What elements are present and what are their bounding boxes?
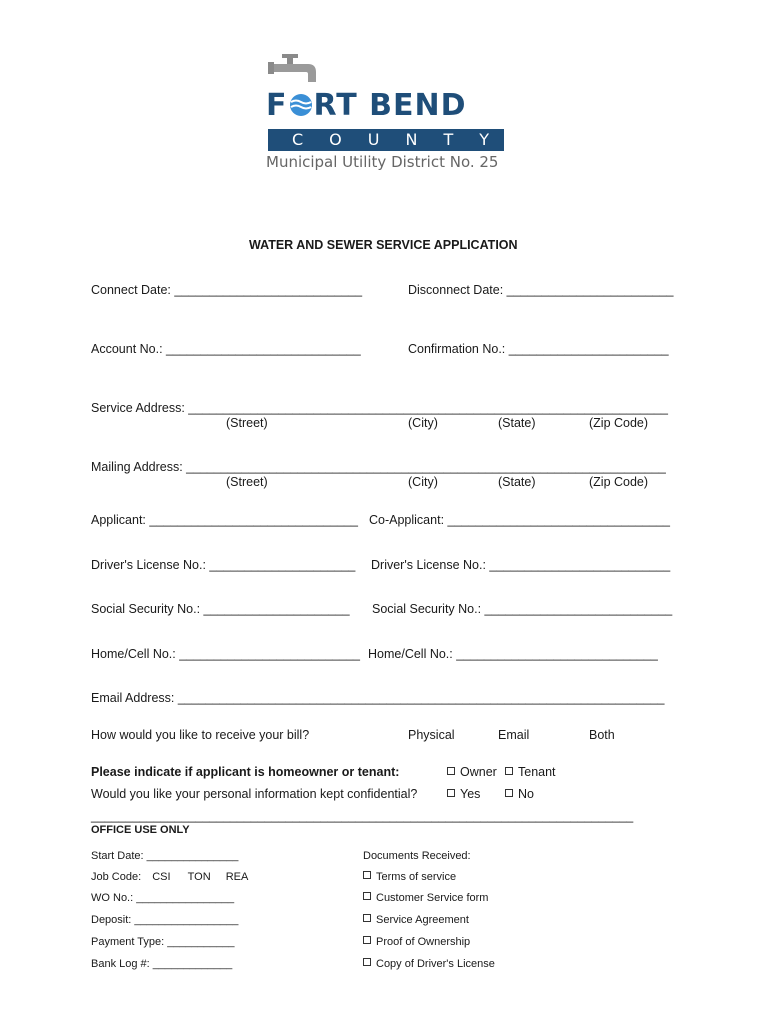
co-applicant-field[interactable]: Co-Applicant: ________________________________ — [369, 513, 670, 527]
start-date-field[interactable]: Start Date: _______________ — [91, 850, 239, 862]
checkbox-icon — [363, 958, 371, 966]
district-logo — [266, 52, 515, 177]
bill-email-option[interactable]: Email — [498, 728, 530, 742]
tenant-checkbox[interactable]: Tenant — [505, 765, 556, 779]
bill-question: How would you like to receive your bill? — [91, 728, 310, 742]
checkbox-icon — [447, 789, 455, 797]
logo-wordmark: F RT BEND — [266, 88, 467, 123]
account-no-field[interactable]: Account No.: ____________________________ — [91, 342, 361, 356]
owner-checkbox[interactable]: Owner — [447, 765, 497, 779]
checkbox-icon — [505, 789, 513, 797]
job-code-rea[interactable]: REA — [225, 871, 249, 883]
wo-no-field[interactable]: WO No.: ________________ — [91, 892, 235, 904]
checkbox-icon — [363, 892, 371, 900]
drivers-license-field-2[interactable]: Driver's License No.: __________________________ — [371, 558, 671, 572]
mailing-state-label: (State) — [498, 475, 536, 489]
disconnect-date-field[interactable]: Disconnect Date: ________________________ — [408, 283, 674, 297]
bill-both-option[interactable]: Both — [589, 728, 615, 742]
logo-county-band: COUNTY — [268, 129, 504, 151]
checkbox-icon — [363, 936, 371, 944]
bill-physical-option[interactable]: Physical — [408, 728, 455, 742]
yes-checkbox[interactable]: Yes — [447, 787, 480, 801]
service-address-field[interactable]: Service Address: _____________________________________________________________________ — [91, 401, 668, 415]
mailing-city-label: (City) — [408, 475, 438, 489]
faucet-icon — [268, 52, 318, 90]
service-city-label: (City) — [408, 416, 438, 430]
service-state-label: (State) — [498, 416, 536, 430]
job-code-row — [91, 871, 248, 883]
job-code-ton[interactable]: TON — [187, 871, 211, 883]
logo-subtitle: Municipal Utility District No. 25 — [266, 153, 499, 171]
water-drop-o-icon — [289, 92, 313, 118]
mailing-address-field[interactable]: Mailing Address: _____________________________________________________________________ — [91, 460, 666, 474]
applicant-field[interactable]: Applicant: ______________________________ — [91, 513, 358, 527]
phone-field-2[interactable]: Home/Cell No.: _____________________________ — [368, 647, 658, 661]
doc-agreement-checkbox[interactable]: Service Agreement — [363, 914, 469, 926]
job-code-label: Job Code: — [91, 871, 142, 883]
email-field[interactable]: Email Address: ______________________________________________________________________ — [91, 691, 665, 705]
payment-type-field[interactable]: Payment Type: ___________ — [91, 936, 235, 948]
checkbox-icon — [363, 914, 371, 922]
service-street-label: (Street) — [226, 416, 268, 430]
documents-heading: Documents Received: — [363, 850, 471, 862]
confidential-question: Would you like your personal information kept confidential? — [91, 787, 418, 801]
form-title: WATER AND SEWER SERVICE APPLICATION — [249, 238, 518, 252]
owner-question: Please indicate if applicant is homeowner or tenant: — [91, 765, 400, 779]
drivers-license-field-1[interactable]: Driver's License No.: _____________________ — [91, 558, 356, 572]
bank-log-field[interactable]: Bank Log #: _____________ — [91, 958, 233, 970]
doc-terms-checkbox[interactable]: Terms of service — [363, 871, 456, 883]
section-divider: ______________________________________________________________________________ — [91, 809, 634, 823]
checkbox-icon — [447, 767, 455, 775]
job-code-csi[interactable]: CSI — [152, 871, 171, 883]
phone-field-1[interactable]: Home/Cell No.: __________________________ — [91, 647, 360, 661]
checkbox-icon — [505, 767, 513, 775]
checkbox-icon — [363, 871, 371, 879]
service-zip-label: (Zip Code) — [589, 416, 649, 430]
connect-date-field[interactable]: Connect Date: ___________________________ — [91, 283, 363, 297]
confirmation-no-field[interactable]: Confirmation No.: _______________________ — [408, 342, 669, 356]
ssn-field-2[interactable]: Social Security No.: ___________________________ — [372, 602, 673, 616]
mailing-zip-label: (Zip Code) — [589, 475, 649, 489]
doc-license-checkbox[interactable]: Copy of Driver's License — [363, 958, 495, 970]
mailing-street-label: (Street) — [226, 475, 268, 489]
doc-customer-checkbox[interactable]: Customer Service form — [363, 892, 488, 904]
doc-ownership-checkbox[interactable]: Proof of Ownership — [363, 936, 470, 948]
deposit-field[interactable]: Deposit: _________________ — [91, 914, 239, 926]
no-checkbox[interactable]: No — [505, 787, 534, 801]
ssn-field-1[interactable]: Social Security No.: _____________________ — [91, 602, 350, 616]
office-use-heading: OFFICE USE ONLY — [91, 824, 190, 836]
